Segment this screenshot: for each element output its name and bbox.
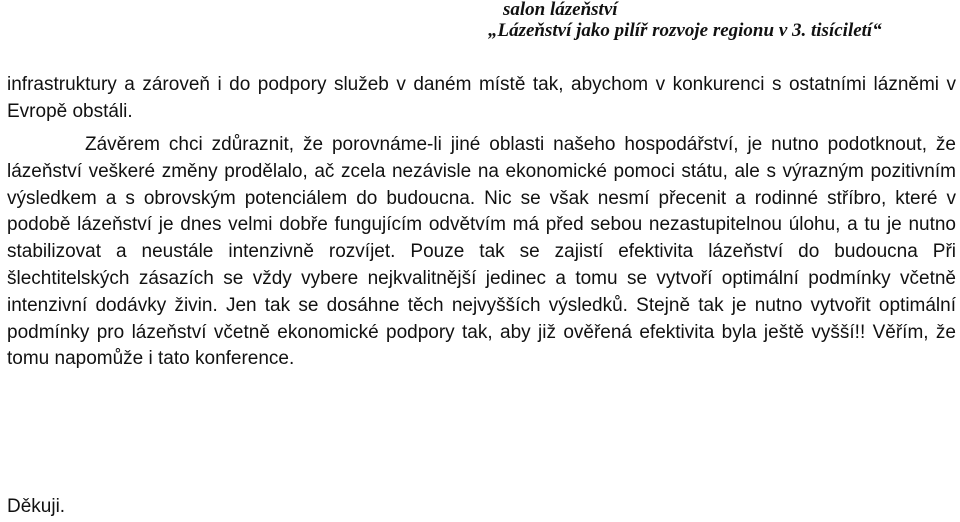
paragraph-block-2 (7, 132, 956, 373)
paragraph-continuation: infrastruktury a zároveň i do podpory služeb v daném místě tak, abychom v konkurenci s ostatními lázněmi v Evropě obstáli. (7, 74, 956, 122)
closing-thanks: Děkuji. (7, 496, 66, 517)
paragraph-conclusion: Závěrem chci zdůraznit, že porovnáme-li jiné oblasti našeho hospodářství, je nutno podotknout, že lázeňství veškeré změny prodělalo, ač zcela nezávisle na ekonomické pomoci státu, ale s výrazným pozitivním výsledkem a s obrovským potenciálem do budoucna. Nic se však nesmí přecenit a rodinné stříbro, které v podobě lázeňství je dnes velmi dobře fungujícím odvětvím má před sebou nezastupitelnou úlohu, a tu je nutno stabilizovat a neustále intenzivně rozvíjet. Pouze tak se zajistí efektivita lázeňství do budoucna Při šlechtitelských zásazích se vždy vybere nejkvalitnější jedinec a tomu se vytvoří optimální podmínky včetně intenzivní dodávky živin. Jen tak se dosáhne těch nejvyšších výsledků. Stejně tak je nutno vytvořit optimální podmínky pro lázeňství včetně ekonomické podpory tak, aby již ověřená efektivita byla ještě vyšší!! Věřím, že tomu napomůže i tato konference. (7, 134, 956, 370)
page-header (0, 0, 960, 44)
header-event-subtitle: „Lázeňství jako pilíř rozvoje regionu v 3. tisíciletí“ (488, 20, 882, 41)
paragraph-block-1 (7, 72, 956, 126)
header-event-name: salon lázeňství (503, 0, 618, 20)
